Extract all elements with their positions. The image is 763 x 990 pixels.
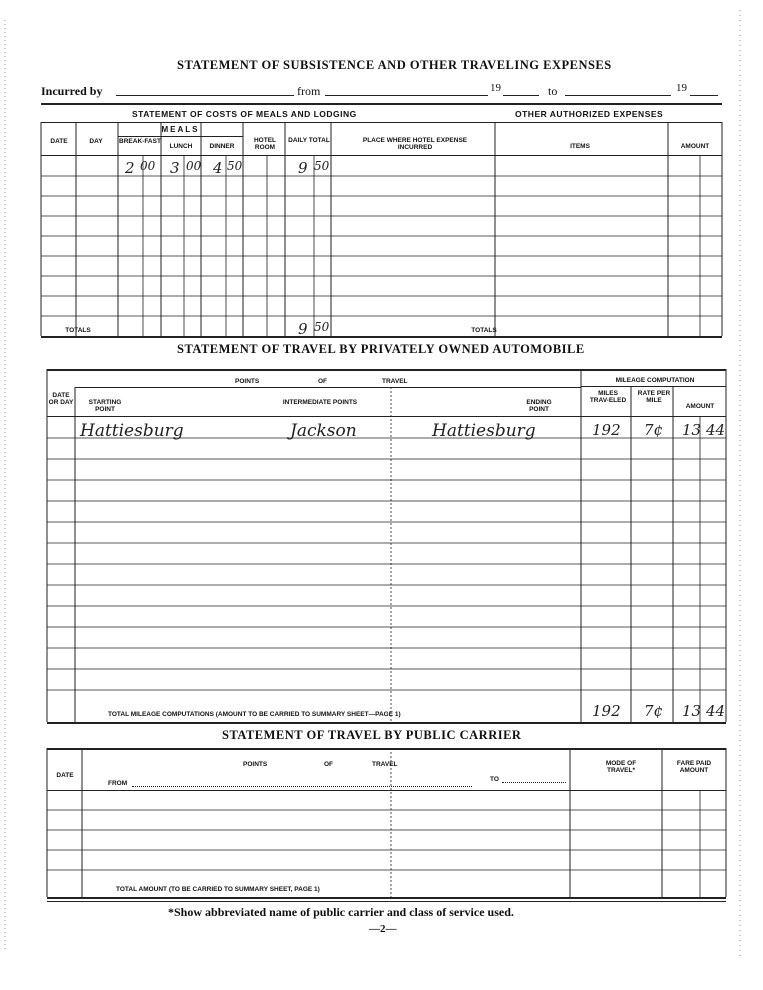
col-ending-point: ENDING POINT xyxy=(526,399,552,413)
col-hotel-room: HOTEL ROOM xyxy=(253,137,277,151)
col-public-date: DATE xyxy=(56,772,74,779)
auto-total-miles: 192 xyxy=(592,702,621,720)
incurred-by-label: Incurred by xyxy=(41,84,103,98)
auto-travel-word: TRAVEL xyxy=(382,378,408,385)
other-expenses-title: OTHER AUTHORIZED EXPENSES xyxy=(515,109,664,119)
col-fare: FARE PAID AMOUNT xyxy=(676,760,712,774)
meals-totals-label: TOTALS xyxy=(65,327,91,334)
auto-section-title: STATEMENT OF TRAVEL BY PRIVATELY OWNED AUTOMOBILE xyxy=(177,342,585,356)
col-miles-traveled: MILES TRAV-ELED xyxy=(589,390,627,404)
col-starting-point: STARTING POINT xyxy=(88,399,122,413)
col-breakfast: BREAK-FAST xyxy=(119,138,161,145)
auto-points-word: POINTS xyxy=(235,378,260,385)
form-title: STATEMENT OF SUBSISTENCE AND OTHER TRAVELING EXPENSES xyxy=(177,58,612,72)
col-meals: MEALS xyxy=(161,125,200,134)
public-travel-word: TRAVEL xyxy=(372,761,398,768)
page-number: —2— xyxy=(369,923,397,935)
col-mode-of-travel: MODE OF TRAVEL* xyxy=(605,760,637,774)
col-dinner: DINNER xyxy=(209,143,235,150)
lunch-cents: 00 xyxy=(186,159,202,173)
auto-of-word: OF xyxy=(318,378,328,385)
auto-amount-dollars: 13 xyxy=(682,421,702,439)
public-total-label: TOTAL AMOUNT (TO BE CARRIED TO SUMMARY SHEET, PAGE 1) xyxy=(116,886,320,893)
to-label: to xyxy=(548,84,558,98)
col-from: FROM xyxy=(108,780,128,787)
public-of-word: OF xyxy=(324,761,334,768)
auto-end-point: Hattiesburg xyxy=(432,421,536,441)
lunch-dollars: 3 xyxy=(170,159,180,177)
dinner-dollars: 4 xyxy=(213,159,223,177)
footnote: *Show abbreviated name of public carrier and class of service used. xyxy=(168,905,514,919)
public-points-word: POINTS xyxy=(243,761,268,768)
col-place: PLACE WHERE HOTEL EXPENSE INCURRED xyxy=(362,137,468,151)
auto-start-point: Hattiesburg xyxy=(80,421,184,441)
col-auto-amount: AMOUNT xyxy=(685,403,715,410)
col-day: DAY xyxy=(89,138,103,145)
col-amount: AMOUNT xyxy=(680,143,710,150)
year-label-1: 19 xyxy=(490,82,501,94)
auto-miles: 192 xyxy=(592,421,621,439)
daily-total-dollars: 9 xyxy=(298,159,308,177)
col-to: TO xyxy=(490,776,499,783)
col-date: DATE xyxy=(50,138,68,145)
auto-amount-cents: 44 xyxy=(706,421,726,439)
auto-rate: 7¢ xyxy=(644,421,664,439)
public-section-title: STATEMENT OF TRAVEL BY PUBLIC CARRIER xyxy=(222,728,522,742)
from-label: from xyxy=(297,84,321,98)
daily-total-cents: 50 xyxy=(314,159,330,173)
auto-mileage-header: MILEAGE COMPUTATION xyxy=(615,377,695,384)
auto-total-dollars: 13 xyxy=(682,702,702,720)
totals-dollars: 9 xyxy=(298,320,308,338)
dinner-cents: 50 xyxy=(227,159,243,173)
breakfast-dollars: 2 xyxy=(125,159,135,177)
col-intermediate-points: INTERMEDIATE POINTS xyxy=(282,399,358,406)
auto-intermediate-point: Jackson xyxy=(290,421,357,441)
meals-section-title: STATEMENT OF COSTS OF MEALS AND LODGING xyxy=(132,109,357,119)
breakfast-cents: 00 xyxy=(140,159,156,173)
col-rate-per-mile: RATE PER MILE xyxy=(637,390,671,404)
auto-total-rate: 7¢ xyxy=(644,702,664,720)
auto-total-label: TOTAL MILEAGE COMPUTATIONS (AMOUNT TO BE CARRIED TO SUMMARY SHEET—PAGE 1) xyxy=(108,711,401,718)
col-date-or-day: DATE OR DAY xyxy=(48,392,74,406)
col-daily-total: DAILY TOTAL xyxy=(288,137,330,144)
totals-cents: 50 xyxy=(314,320,330,334)
col-items: ITEMS xyxy=(570,143,590,150)
other-totals-label: TOTALS xyxy=(471,327,497,334)
col-lunch: LUNCH xyxy=(169,143,193,150)
auto-total-cents: 44 xyxy=(706,702,726,720)
year-label-2: 19 xyxy=(676,82,687,94)
